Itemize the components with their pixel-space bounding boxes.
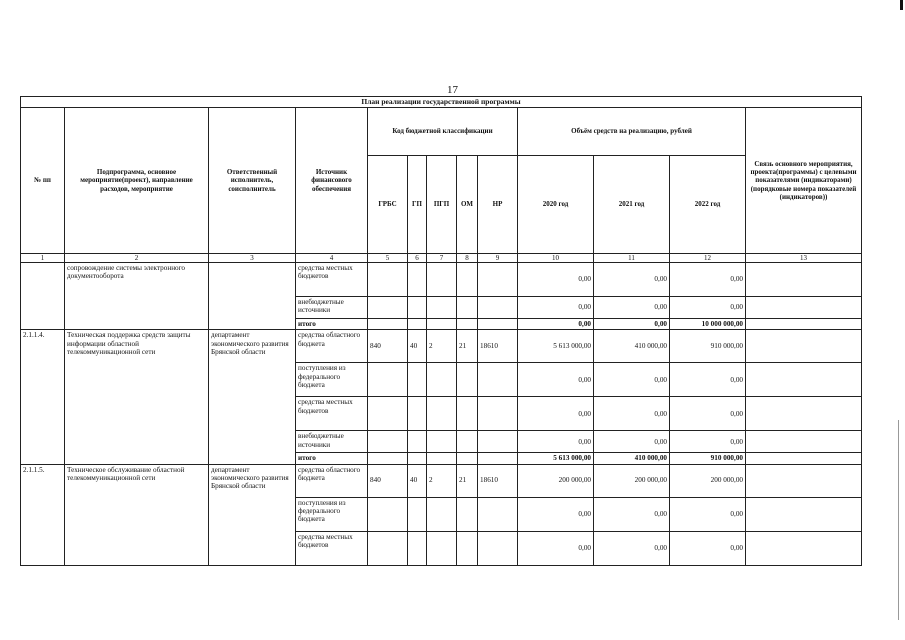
header-indicator-link: Связь основного мероприятия, проекта(программы) с целевыми показателями (индикаторами) (порядковые номера показателей (индикаторов)) bbox=[746, 108, 862, 254]
header-2021: 2021 год bbox=[594, 156, 670, 254]
header-source: Источник финансового обеспечения bbox=[296, 108, 368, 254]
table-row: средства местных бюджетов 0,00 0,00 0,00 bbox=[21, 397, 862, 431]
item2-responsible: департамент экономического развития Брянской области bbox=[209, 464, 296, 565]
table-row-total: итого 5 613 000,00 410 000,00 910 000,00 bbox=[21, 453, 862, 464]
table-row-total: итого 0,00 0,00 10 000 000,00 bbox=[21, 319, 862, 330]
table-row: внебюджетные источники 0,00 0,00 0,00 bbox=[21, 297, 862, 319]
table-row: средства местных бюджетов 0,00 0,00 0,00 bbox=[21, 531, 862, 565]
item1-responsible: департамент экономического развития Брянской области bbox=[209, 330, 296, 464]
item1-number: 2.1.1.4. bbox=[21, 330, 65, 464]
header-gp: ГП bbox=[408, 156, 427, 254]
table-row: сопровождение системы электронного документооборота средства местных бюджетов 0,00 0,00 0,00 bbox=[21, 263, 862, 297]
table-row: поступления из федерального бюджета 0,00 0,00 0,00 bbox=[21, 497, 862, 531]
header-budget-classification: Код бюджетной классификации bbox=[368, 108, 518, 156]
table-row: 2.1.1.5. Техническое обслуживание областной телекоммуникационной сети департамент экономического развития Брянской области средства областного бюджета 840 40 2 21 18610 200 000,00 200 000,00 200 000,00 bbox=[21, 464, 862, 497]
table-row: поступления из федерального бюджета 0,00 0,00 0,00 bbox=[21, 363, 862, 397]
header-volume: Объём средств на реализацию, рублей bbox=[518, 108, 746, 156]
header-nr: НР bbox=[478, 156, 518, 254]
prev-item-name: сопровождение системы электронного документооборота bbox=[65, 263, 209, 330]
scan-mark bbox=[900, 0, 903, 10]
header-om: ОМ bbox=[457, 156, 478, 254]
header-no: № пп bbox=[21, 108, 65, 254]
item2-number: 2.1.1.5. bbox=[21, 464, 65, 565]
table-title: План реализации государственной программы bbox=[21, 97, 862, 108]
header-2022: 2022 год bbox=[670, 156, 746, 254]
header-responsible: Ответственный исполнитель, соисполнитель bbox=[209, 108, 296, 254]
header-pgp: ПГП bbox=[427, 156, 457, 254]
column-number-row: 1 2 3 4 5 6 7 8 9 10 11 12 13 bbox=[21, 254, 862, 263]
page-number: 17 bbox=[447, 84, 458, 96]
table-row: внебюджетные источники 0,00 0,00 0,00 bbox=[21, 431, 862, 453]
program-plan-table bbox=[20, 96, 862, 566]
header-name: Подпрограмма, основное мероприятие(проект), направление расходов, мероприятие bbox=[65, 108, 209, 254]
scan-line bbox=[898, 420, 899, 620]
item1-name: Техническая поддержка средств защиты информации областной телекоммуникационной сети bbox=[65, 330, 209, 464]
header-2020: 2020 год bbox=[518, 156, 594, 254]
header-grbs: ГРБС bbox=[368, 156, 408, 254]
item2-name: Техническое обслуживание областной телекоммуникационной сети bbox=[65, 464, 209, 565]
table-row: 2.1.1.4. Техническая поддержка средств защиты информации областной телекоммуникационной сети департамент экономического развития Брянской области средства областного бюджета 840 40 2 21 18610 5 613 000,00 410 000,00 910 000,00 bbox=[21, 330, 862, 363]
